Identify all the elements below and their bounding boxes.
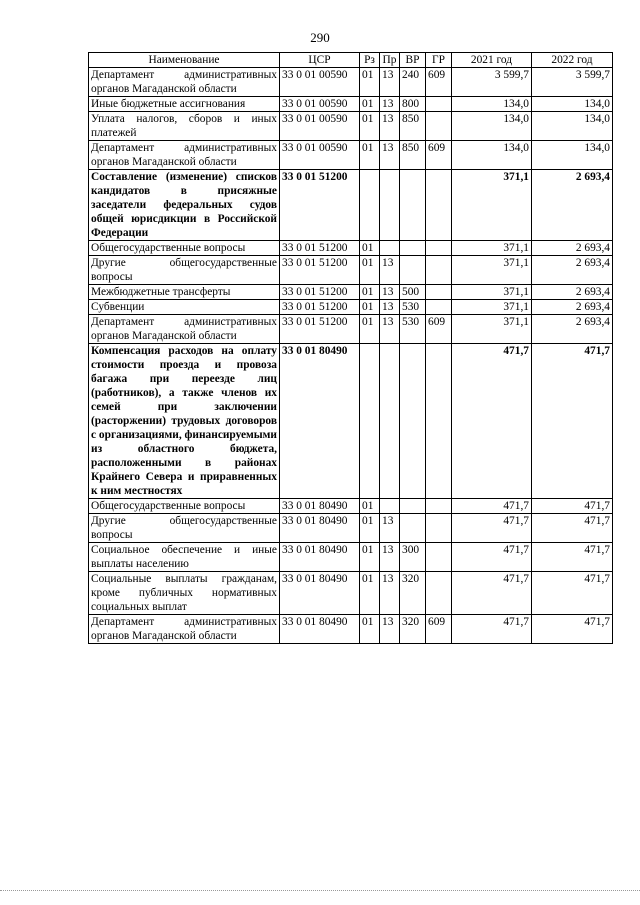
cell-csr: 33 0 01 51200 — [280, 170, 360, 241]
cell-2021: 134,0 — [452, 97, 532, 112]
cell-pr: 13 — [380, 285, 400, 300]
cell-vr: 800 — [400, 97, 426, 112]
cell-rz: 01 — [360, 499, 380, 514]
cell-gr — [426, 344, 452, 499]
cell-2022: 3 599,7 — [532, 68, 613, 97]
page-number: 290 — [310, 30, 330, 45]
cell-csr: 33 0 01 51200 — [280, 315, 360, 344]
cell-rz: 01 — [360, 615, 380, 644]
cell-name: Другие общегосударственные вопросы — [89, 514, 280, 543]
cell-csr: 33 0 01 80490 — [280, 543, 360, 572]
cell-2022: 2 693,4 — [532, 315, 613, 344]
table-row — [89, 315, 613, 344]
cell-rz: 01 — [360, 543, 380, 572]
cell-rz: 01 — [360, 256, 380, 285]
cell-2022: 471,7 — [532, 344, 613, 499]
cell-rz — [360, 170, 380, 241]
cell-pr: 13 — [380, 112, 400, 141]
cell-gr — [426, 514, 452, 543]
cell-name: Иные бюджетные ассигнования — [89, 97, 280, 112]
cell-2022: 134,0 — [532, 97, 613, 112]
cell-2021: 371,1 — [452, 300, 532, 315]
cell-gr — [426, 170, 452, 241]
cell-pr: 13 — [380, 315, 400, 344]
cell-2022: 2 693,4 — [532, 256, 613, 285]
cell-name: Департамент административных органов Магаданской области — [89, 315, 280, 344]
cell-2022: 471,7 — [532, 572, 613, 615]
table-row — [89, 300, 613, 315]
cell-vr — [400, 344, 426, 499]
cell-vr: 500 — [400, 285, 426, 300]
table-row — [89, 543, 613, 572]
cell-pr — [380, 344, 400, 499]
header-csr: ЦСР — [280, 53, 360, 68]
cell-rz: 01 — [360, 315, 380, 344]
header-gr: ГР — [426, 53, 452, 68]
cell-csr: 33 0 01 80490 — [280, 514, 360, 543]
cell-2021: 371,1 — [452, 315, 532, 344]
header-2021: 2021 год — [452, 53, 532, 68]
cell-2022: 471,7 — [532, 499, 613, 514]
cell-2021: 471,7 — [452, 572, 532, 615]
cell-gr — [426, 112, 452, 141]
cell-2022: 471,7 — [532, 543, 613, 572]
cell-pr: 13 — [380, 97, 400, 112]
cell-csr: 33 0 01 00590 — [280, 97, 360, 112]
cell-name: Департамент административных органов Магаданской области — [89, 615, 280, 644]
cell-rz: 01 — [360, 300, 380, 315]
cell-2021: 134,0 — [452, 112, 532, 141]
cell-2021: 134,0 — [452, 141, 532, 170]
cell-vr: 530 — [400, 315, 426, 344]
cell-rz: 01 — [360, 241, 380, 256]
cell-rz: 01 — [360, 68, 380, 97]
cell-name: Департамент административных органов Магаданской области — [89, 141, 280, 170]
cell-2021: 471,7 — [452, 615, 532, 644]
header-name: Наименование — [89, 53, 280, 68]
header-2022: 2022 год — [532, 53, 613, 68]
cell-vr: 300 — [400, 543, 426, 572]
cell-2022: 471,7 — [532, 514, 613, 543]
cell-name: Субвенции — [89, 300, 280, 315]
table-row — [89, 615, 613, 644]
table-row — [89, 170, 613, 241]
cell-gr — [426, 256, 452, 285]
page-bottom-divider — [0, 890, 640, 891]
cell-name: Уплата налогов, сборов и иных платежей — [89, 112, 280, 141]
cell-vr — [400, 499, 426, 514]
cell-gr: 609 — [426, 141, 452, 170]
cell-name: Социальные выплаты гражданам, кроме публичных нормативных социальных выплат — [89, 572, 280, 615]
cell-2022: 2 693,4 — [532, 241, 613, 256]
cell-vr — [400, 241, 426, 256]
cell-gr — [426, 543, 452, 572]
cell-rz: 01 — [360, 141, 380, 170]
header-rz: Рз — [360, 53, 380, 68]
cell-2021: 471,7 — [452, 543, 532, 572]
cell-2021: 371,1 — [452, 285, 532, 300]
cell-2021: 371,1 — [452, 241, 532, 256]
cell-csr: 33 0 01 00590 — [280, 141, 360, 170]
cell-csr: 33 0 01 80490 — [280, 344, 360, 499]
cell-name: Социальное обеспечение и иные выплаты населению — [89, 543, 280, 572]
cell-rz — [360, 344, 380, 499]
cell-rz: 01 — [360, 285, 380, 300]
cell-csr: 33 0 01 80490 — [280, 572, 360, 615]
cell-gr — [426, 241, 452, 256]
table-row — [89, 97, 613, 112]
cell-2022: 134,0 — [532, 141, 613, 170]
cell-2022: 2 693,4 — [532, 300, 613, 315]
cell-rz: 01 — [360, 112, 380, 141]
cell-vr: 320 — [400, 572, 426, 615]
cell-vr: 850 — [400, 112, 426, 141]
cell-vr: 850 — [400, 141, 426, 170]
cell-gr — [426, 300, 452, 315]
cell-csr: 33 0 01 51200 — [280, 300, 360, 315]
cell-name: Общегосударственные вопросы — [89, 241, 280, 256]
cell-gr: 609 — [426, 315, 452, 344]
table-row — [89, 285, 613, 300]
cell-vr — [400, 256, 426, 285]
cell-2021: 471,7 — [452, 499, 532, 514]
table-row — [89, 68, 613, 97]
cell-pr: 13 — [380, 543, 400, 572]
cell-gr — [426, 285, 452, 300]
table-row — [89, 141, 613, 170]
cell-2021: 371,1 — [452, 256, 532, 285]
cell-pr: 13 — [380, 300, 400, 315]
cell-vr: 240 — [400, 68, 426, 97]
cell-pr: 13 — [380, 572, 400, 615]
cell-name: Другие общегосударственные вопросы — [89, 256, 280, 285]
cell-2022: 471,7 — [532, 615, 613, 644]
cell-csr: 33 0 01 80490 — [280, 615, 360, 644]
cell-pr — [380, 499, 400, 514]
header-pr: Пр — [380, 53, 400, 68]
header-row — [89, 53, 613, 68]
cell-pr: 13 — [380, 141, 400, 170]
cell-csr: 33 0 01 00590 — [280, 68, 360, 97]
cell-rz: 01 — [360, 514, 380, 543]
cell-pr — [380, 170, 400, 241]
cell-2021: 471,7 — [452, 514, 532, 543]
cell-name: Департамент административных органов Магаданской области — [89, 68, 280, 97]
cell-name: Общегосударственные вопросы — [89, 499, 280, 514]
header-vr: ВР — [400, 53, 426, 68]
table-row — [89, 499, 613, 514]
cell-name: Компенсация расходов на оплату стоимости проезда и провоза багажа при переезде лиц (работников), а также членов их семей при заключении (расторжении) трудовых договоров с организациями, финансируемыми из областного бюджета, расположенными в районах Крайнего Севера и приравненных к ним местностях — [89, 344, 280, 499]
table-row — [89, 514, 613, 543]
cell-rz: 01 — [360, 572, 380, 615]
cell-gr — [426, 97, 452, 112]
cell-gr: 609 — [426, 68, 452, 97]
cell-name: Составление (изменение) списков кандидатов в присяжные заседатели федеральных судов общей юрисдикции в Российской Федерации — [89, 170, 280, 241]
cell-csr: 33 0 01 51200 — [280, 241, 360, 256]
cell-2021: 471,7 — [452, 344, 532, 499]
cell-pr: 13 — [380, 68, 400, 97]
cell-vr — [400, 514, 426, 543]
cell-csr: 33 0 01 80490 — [280, 499, 360, 514]
table-row — [89, 572, 613, 615]
cell-pr: 13 — [380, 615, 400, 644]
table-row — [89, 256, 613, 285]
cell-2022: 2 693,4 — [532, 170, 613, 241]
cell-vr — [400, 170, 426, 241]
cell-pr: 13 — [380, 514, 400, 543]
cell-csr: 33 0 01 00590 — [280, 112, 360, 141]
cell-csr: 33 0 01 51200 — [280, 256, 360, 285]
cell-gr — [426, 572, 452, 615]
cell-rz: 01 — [360, 97, 380, 112]
cell-gr: 609 — [426, 615, 452, 644]
budget-table — [88, 52, 613, 644]
cell-2022: 2 693,4 — [532, 285, 613, 300]
table-row — [89, 241, 613, 256]
cell-2021: 3 599,7 — [452, 68, 532, 97]
cell-2022: 134,0 — [532, 112, 613, 141]
cell-vr: 320 — [400, 615, 426, 644]
cell-pr — [380, 241, 400, 256]
cell-name: Межбюджетные трансферты — [89, 285, 280, 300]
table-row — [89, 112, 613, 141]
table-row — [89, 344, 613, 499]
cell-gr — [426, 499, 452, 514]
cell-2021: 371,1 — [452, 170, 532, 241]
cell-vr: 530 — [400, 300, 426, 315]
cell-pr: 13 — [380, 256, 400, 285]
cell-csr: 33 0 01 51200 — [280, 285, 360, 300]
